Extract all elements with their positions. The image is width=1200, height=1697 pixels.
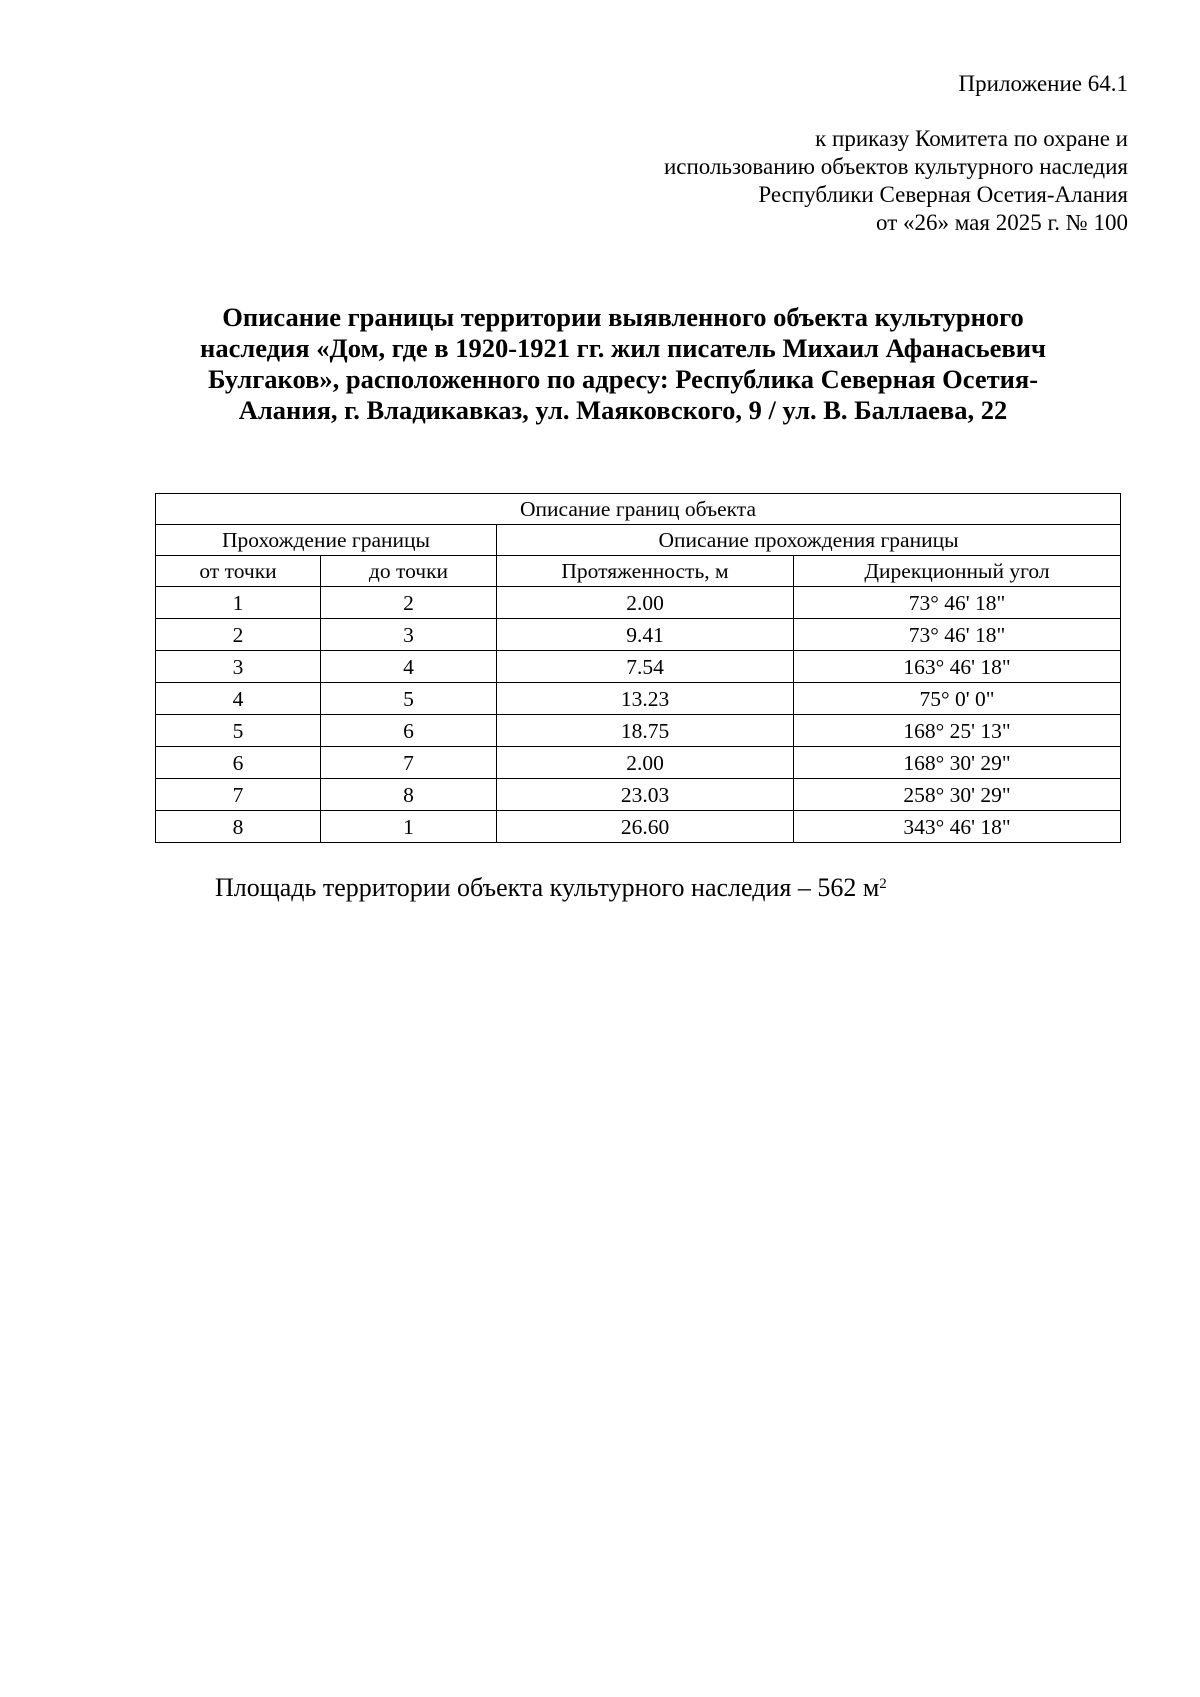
- table-group-header-row: [156, 525, 1121, 556]
- cell-direction-angle: 75° 0' 0": [794, 683, 1121, 715]
- cell-from-point: 4: [156, 683, 321, 715]
- cell-to-point: 1: [321, 811, 497, 843]
- cell-to-point: 2: [321, 587, 497, 619]
- title-line: Описание границы территории выявленного объекта культурного: [222, 302, 1024, 332]
- cell-length: 7.54: [497, 651, 794, 683]
- group-header-description: Описание прохождения границы: [497, 525, 1121, 556]
- order-line: использованию объектов культурного наследия: [663, 154, 1128, 179]
- area-unit-superscript: 2: [879, 876, 887, 892]
- table-row: [156, 587, 1121, 619]
- cell-from-point: 2: [156, 619, 321, 651]
- order-date-line: от «26» мая 2025 г. № 100: [876, 210, 1128, 235]
- column-header-to-point: до точки: [321, 556, 497, 587]
- table-row: [156, 811, 1121, 843]
- cell-direction-angle: 168° 25' 13": [794, 715, 1121, 747]
- cell-length: 2.00: [497, 587, 794, 619]
- cell-length: 26.60: [497, 811, 794, 843]
- title-line: Алания, г. Владикавказ, ул. Маяковского, 9 / ул. В. Баллаева, 22: [238, 395, 1008, 425]
- title-line: Булгаков», расположенного по адресу: Республика Северная Осетия-: [207, 364, 1039, 394]
- cell-length: 23.03: [497, 779, 794, 811]
- area-text: Площадь территории объекта культурного наследия – 562 м: [215, 873, 880, 902]
- cell-to-point: 4: [321, 651, 497, 683]
- area-statement: [215, 872, 887, 904]
- table-caption-row: [156, 494, 1121, 525]
- cell-to-point: 7: [321, 747, 497, 779]
- table-caption: Описание границ объекта: [156, 494, 1121, 525]
- cell-from-point: 8: [156, 811, 321, 843]
- cell-from-point: 7: [156, 779, 321, 811]
- column-header-from-point: от точки: [156, 556, 321, 587]
- table-column-header-row: [156, 556, 1121, 587]
- cell-from-point: 6: [156, 747, 321, 779]
- boundary-table: [155, 493, 1121, 843]
- column-header-length: Протяженность, м: [497, 556, 794, 587]
- table-row: [156, 651, 1121, 683]
- cell-from-point: 3: [156, 651, 321, 683]
- document-title: [170, 302, 1076, 426]
- group-header-passage: Прохождение границы: [156, 525, 497, 556]
- order-reference: [664, 125, 1128, 237]
- order-line: к приказу Комитета по охране и: [815, 126, 1128, 151]
- table-row: [156, 779, 1121, 811]
- table-row: [156, 683, 1121, 715]
- cell-direction-angle: 73° 46' 18": [794, 619, 1121, 651]
- cell-direction-angle: 73° 46' 18": [794, 587, 1121, 619]
- cell-length: 13.23: [497, 683, 794, 715]
- cell-direction-angle: 343° 46' 18": [794, 811, 1121, 843]
- order-line: Республики Северная Осетия-Алания: [758, 182, 1128, 207]
- appendix-label: Приложение 64.1: [958, 71, 1128, 96]
- table-row: [156, 715, 1121, 747]
- cell-to-point: 6: [321, 715, 497, 747]
- cell-from-point: 1: [156, 587, 321, 619]
- cell-to-point: 5: [321, 683, 497, 715]
- cell-length: 9.41: [497, 619, 794, 651]
- cell-direction-angle: 163° 46' 18": [794, 651, 1121, 683]
- cell-from-point: 5: [156, 715, 321, 747]
- column-header-direction-angle: Дирекционный угол: [794, 556, 1121, 587]
- cell-to-point: 3: [321, 619, 497, 651]
- title-line: наследия «Дом, где в 1920-1921 гг. жил писатель Михаил Афанасьевич: [200, 333, 1046, 363]
- cell-direction-angle: 168° 30' 29": [794, 747, 1121, 779]
- cell-direction-angle: 258° 30' 29": [794, 779, 1121, 811]
- table-row: [156, 619, 1121, 651]
- cell-to-point: 8: [321, 779, 497, 811]
- cell-length: 2.00: [497, 747, 794, 779]
- cell-length: 18.75: [497, 715, 794, 747]
- table-row: [156, 747, 1121, 779]
